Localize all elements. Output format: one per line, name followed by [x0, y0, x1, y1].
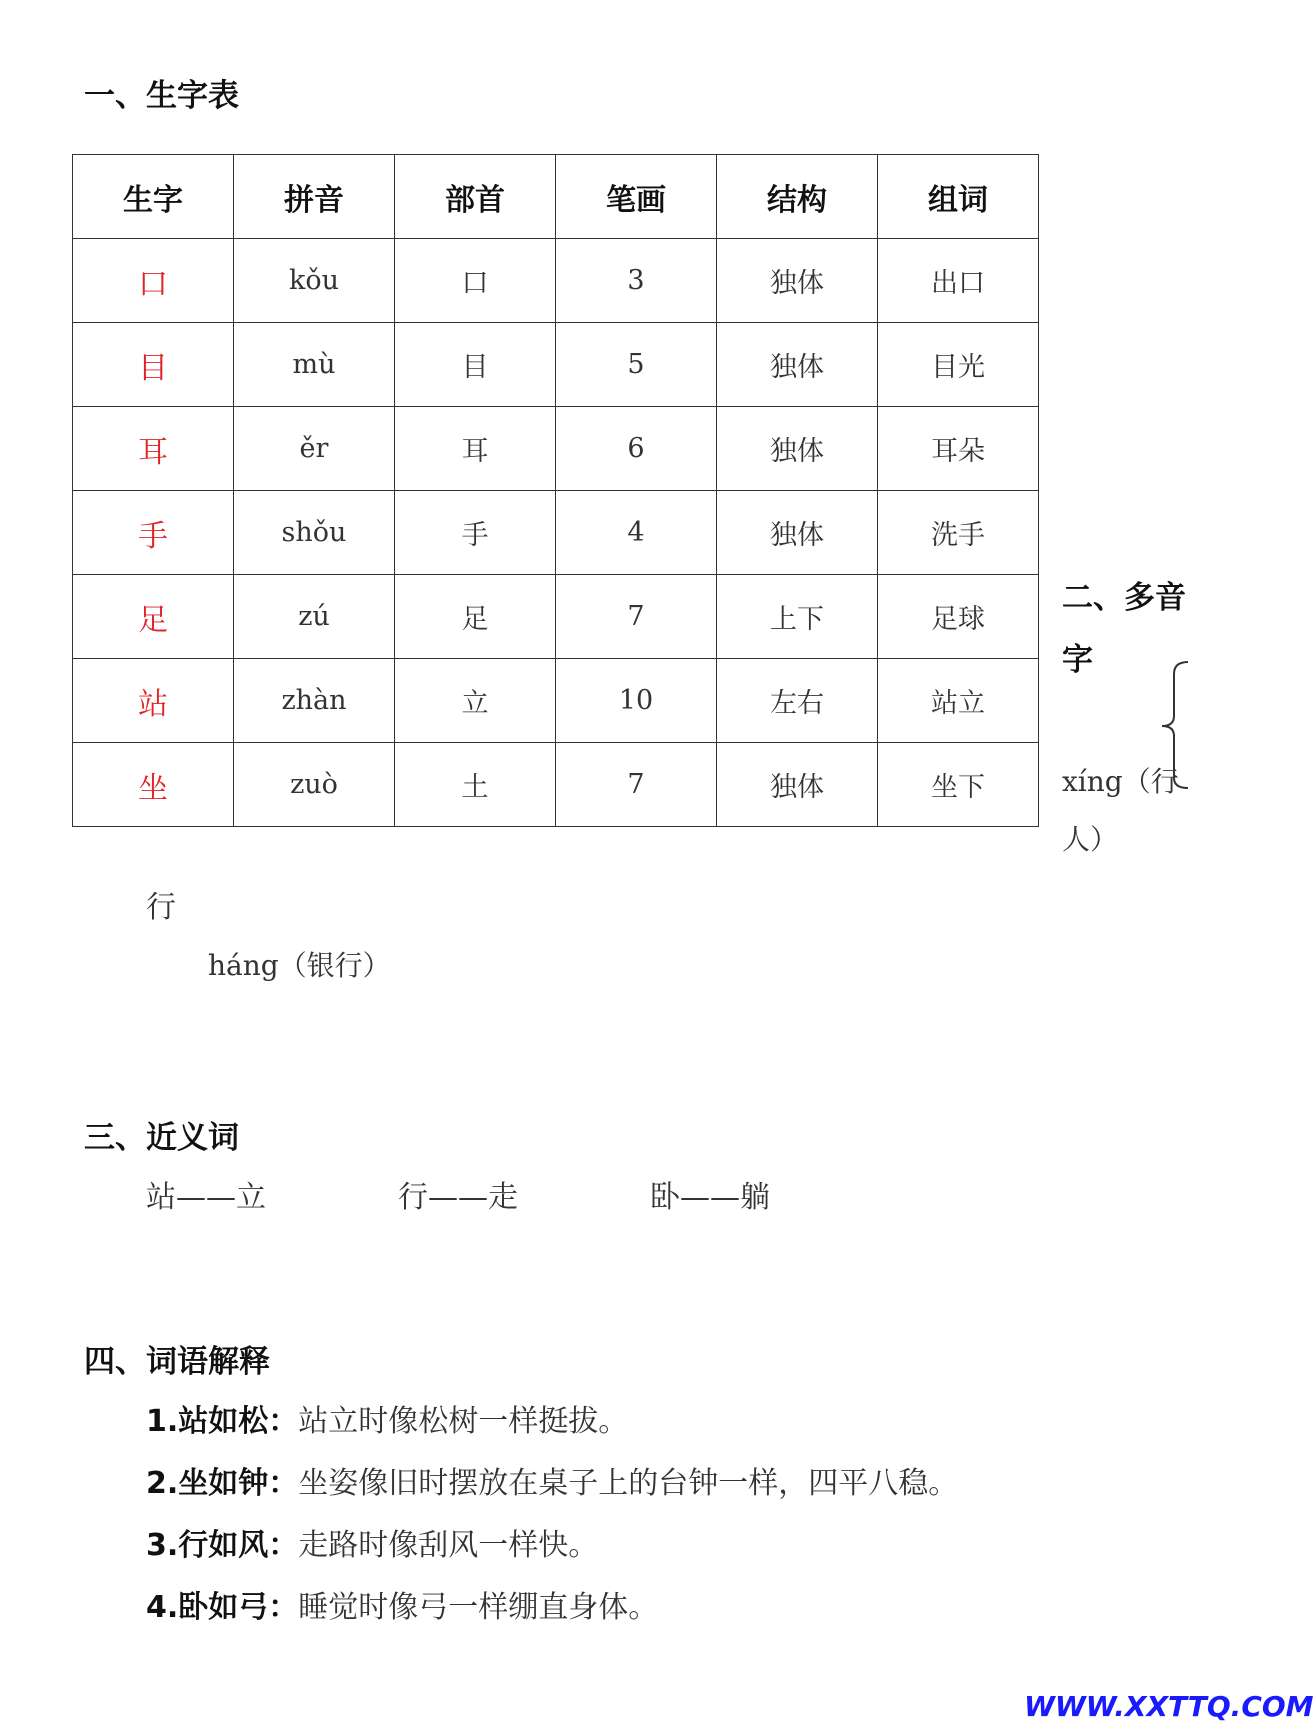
- cell-pinyin: zuò: [234, 743, 395, 827]
- definition-term: 2.坐如钟：: [146, 1466, 299, 1501]
- cell-pinyin: shǒu: [234, 491, 395, 575]
- cell-strokes: 6: [556, 407, 717, 491]
- cell-radical: 目: [395, 323, 556, 407]
- definition-text: 坐姿像旧时摆放在桌子上的台钟一样，四平八稳。: [298, 1466, 959, 1501]
- definition-item-2: [146, 1458, 958, 1502]
- cell-char: 口: [73, 239, 234, 323]
- cell-char: 耳: [73, 407, 234, 491]
- cell-structure: 独体: [717, 239, 878, 323]
- synonym-pair-2: 行——走: [398, 1180, 518, 1215]
- cell-radical: 立: [395, 659, 556, 743]
- definition-term: 1.站如松：: [146, 1404, 299, 1439]
- cell-strokes: 4: [556, 491, 717, 575]
- cell-pinyin: zhàn: [234, 659, 395, 743]
- cell-pinyin: kǒu: [234, 239, 395, 323]
- xing-reading-line1: xíng（行: [1062, 765, 1179, 798]
- character-table: [72, 154, 1039, 827]
- synonym-pair-3: 卧——躺: [650, 1180, 770, 1215]
- cell-radical: 手: [395, 491, 556, 575]
- definition-item-4: [146, 1582, 658, 1626]
- cell-radical: 足: [395, 575, 556, 659]
- cell-word: 耳朵: [878, 407, 1039, 491]
- cell-word: 出口: [878, 239, 1039, 323]
- table-row: [73, 743, 1039, 827]
- cell-strokes: 3: [556, 239, 717, 323]
- table-row: [73, 239, 1039, 323]
- cell-word: 洗手: [878, 491, 1039, 575]
- xing-reading-line2: 人）: [1062, 823, 1119, 856]
- cell-radical: 耳: [395, 407, 556, 491]
- table-row: [73, 659, 1039, 743]
- header-radical: 部首: [395, 155, 556, 239]
- cell-char: 手: [73, 491, 234, 575]
- hang-reading: háng（银行）: [208, 949, 391, 982]
- cell-char: 足: [73, 575, 234, 659]
- cell-radical: 口: [395, 239, 556, 323]
- cell-structure: 独体: [717, 491, 878, 575]
- section2-title-line2: 字: [1062, 642, 1093, 678]
- table-row: [73, 407, 1039, 491]
- section2-title-line1: 二、多音: [1062, 580, 1186, 616]
- synonym-pair-1: 站——立: [146, 1180, 266, 1215]
- cell-radical: 土: [395, 743, 556, 827]
- definition-text: 睡觉时像弓一样绷直身体。: [298, 1590, 659, 1625]
- cell-word: 坐下: [878, 743, 1039, 827]
- cell-word: 站立: [878, 659, 1039, 743]
- table-row: [73, 323, 1039, 407]
- header-pinyin: 拼音: [234, 155, 395, 239]
- table-row: [73, 491, 1039, 575]
- cell-structure: 独体: [717, 323, 878, 407]
- cell-structure: 独体: [717, 743, 878, 827]
- cell-char: 目: [73, 323, 234, 407]
- cell-strokes: 5: [556, 323, 717, 407]
- cell-pinyin: ěr: [234, 407, 395, 491]
- cell-strokes: 10: [556, 659, 717, 743]
- definition-text: 走路时像刮风一样快。: [298, 1528, 599, 1563]
- definition-term: 4.卧如弓：: [146, 1590, 299, 1625]
- section4-title: 四、词语解释: [84, 1344, 270, 1380]
- cell-word: 足球: [878, 575, 1039, 659]
- site-watermark: WWW.XXTTQ.COM: [1024, 1690, 1314, 1723]
- polyphonic-char: 行: [146, 890, 176, 925]
- header-char: 生字: [73, 155, 234, 239]
- header-strokes: 笔画: [556, 155, 717, 239]
- table-row: [73, 575, 1039, 659]
- definition-item-3: [146, 1520, 598, 1564]
- cell-char: 坐: [73, 743, 234, 827]
- cell-strokes: 7: [556, 575, 717, 659]
- definition-item-1: [146, 1396, 628, 1440]
- definition-term: 3.行如风：: [146, 1528, 299, 1563]
- cell-pinyin: mù: [234, 323, 395, 407]
- header-structure: 结构: [717, 155, 878, 239]
- table-header-row: [73, 155, 1039, 239]
- cell-pinyin: zú: [234, 575, 395, 659]
- cell-word: 目光: [878, 323, 1039, 407]
- cell-structure: 上下: [717, 575, 878, 659]
- cell-char: 站: [73, 659, 234, 743]
- cell-structure: 左右: [717, 659, 878, 743]
- header-word: 组词: [878, 155, 1039, 239]
- cell-structure: 独体: [717, 407, 878, 491]
- section1-title: 一、生字表: [84, 78, 239, 114]
- cell-strokes: 7: [556, 743, 717, 827]
- section3-title: 三、近义词: [84, 1120, 239, 1156]
- definition-text: 站立时像松树一样挺拔。: [298, 1404, 629, 1439]
